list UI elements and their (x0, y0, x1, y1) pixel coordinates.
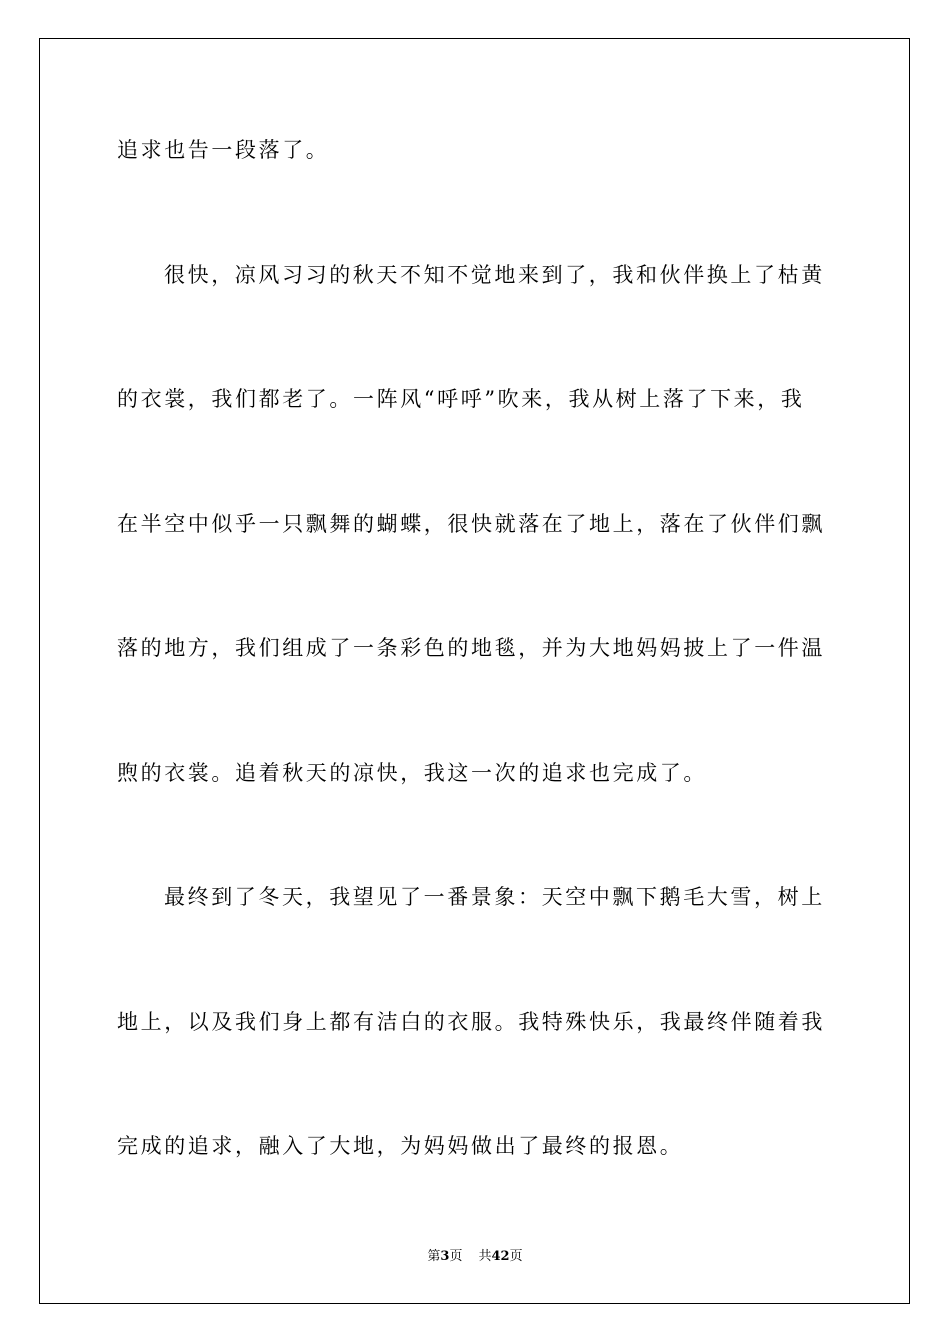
paragraph-line-9: 完成的追求，融入了大地，为妈妈做出了最终的报恩。 (117, 1134, 684, 1158)
paragraph-line-6: 煦的衣裳。追着秋天的凉快，我这一次的追求也完成了。 (117, 761, 707, 785)
paragraph-line-4: 在半空中似乎一只飘舞的蝴蝶，很快就落在了地上，落在了伙伴们飘 (117, 512, 825, 536)
page-footer (0, 1248, 950, 1266)
paragraph-line-7: 最终到了冬天，我望见了一番景象：天空中飘下鹅毛大雪，树上 (164, 885, 825, 909)
page-prefix: 第 (427, 1249, 441, 1264)
total-suffix: 页 (509, 1249, 523, 1264)
paragraph-line-8: 地上，以及我们身上都有洁白的衣服。我特殊快乐，我最终伴随着我 (117, 1010, 825, 1034)
paragraph-line-1: 追求也告一段落了。 (117, 138, 330, 162)
page-suffix: 页 (449, 1249, 463, 1264)
paragraph-line-3: 的衣裳，我们都老了。一阵风“呼呼”吹来，我从树上落了下来，我 (117, 387, 805, 411)
paragraph-line-5: 落的地方，我们组成了一条彩色的地毯，并为大地妈妈披上了一件温 (117, 636, 825, 660)
total-prefix: 共 (478, 1249, 492, 1264)
paragraph-line-2: 很快，凉风习习的秋天不知不觉地来到了，我和伙伴换上了枯黄 (164, 263, 825, 287)
page-border (39, 38, 910, 1304)
page-number: 3 (440, 1249, 450, 1264)
total-pages: 42 (491, 1249, 510, 1264)
